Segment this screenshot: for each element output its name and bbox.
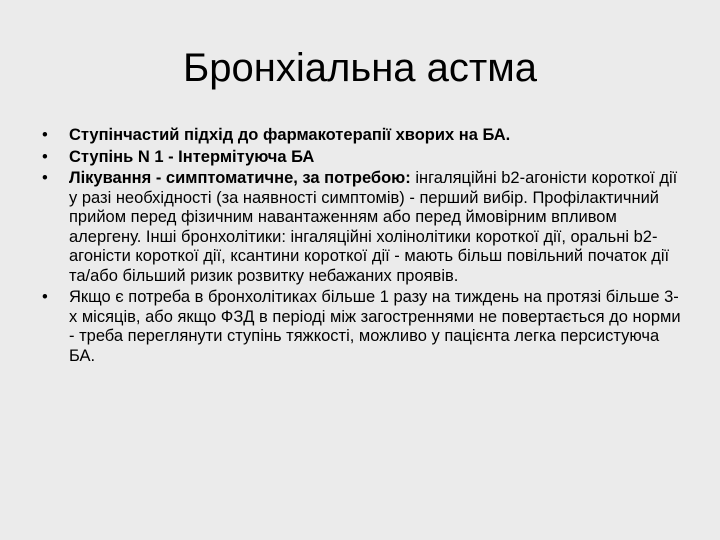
slide-title: Бронхіальна астма <box>183 46 537 90</box>
bullet-bold-text: Лікування - симптоматичне, за потребою: <box>69 169 411 187</box>
bullet-dot-icon: • <box>42 126 48 144</box>
bullet-dot-icon: • <box>42 169 48 187</box>
bullet-list <box>42 126 682 368</box>
bullet-dot-icon: • <box>42 147 48 166</box>
bullet-item <box>42 288 682 366</box>
bullet-text: інгаляційні b2-агоністи короткої дії у разі необхідності (за наявності симптомів) - перший вибір. Профілактичний прийом перед фізичним навантаженням або перед ймовірним впливом алергену. Інші бронхолітики: інгаляційні холінолітики короткої дії, оральні b2-агоністи короткої дії, ксантини короткої дії - мають більш повільний початок дії та/або більший ризик розвитку небажаних проявів. <box>69 169 678 285</box>
bullet-item <box>42 148 682 168</box>
bullet-item <box>42 126 682 146</box>
bullet-text: Якщо є потреба в бронхолітиках більше 1 разу на тиждень на протязі більше 3-х місяців, або якщо ФЗД в періоді між загостреннями не повертається до норми - треба переглянути ступінь тяжкості, можливо у пацієнта легка персистуюча БА. <box>69 288 681 365</box>
bullet-bold-text: Ступінь N 1 - Інтермітуюча БА <box>69 147 315 166</box>
bullet-item <box>42 169 682 286</box>
bullet-dot-icon: • <box>42 288 48 306</box>
bullet-bold-text: Ступінчастий підхід до фармакотерапії хворих на БА. <box>69 126 511 144</box>
